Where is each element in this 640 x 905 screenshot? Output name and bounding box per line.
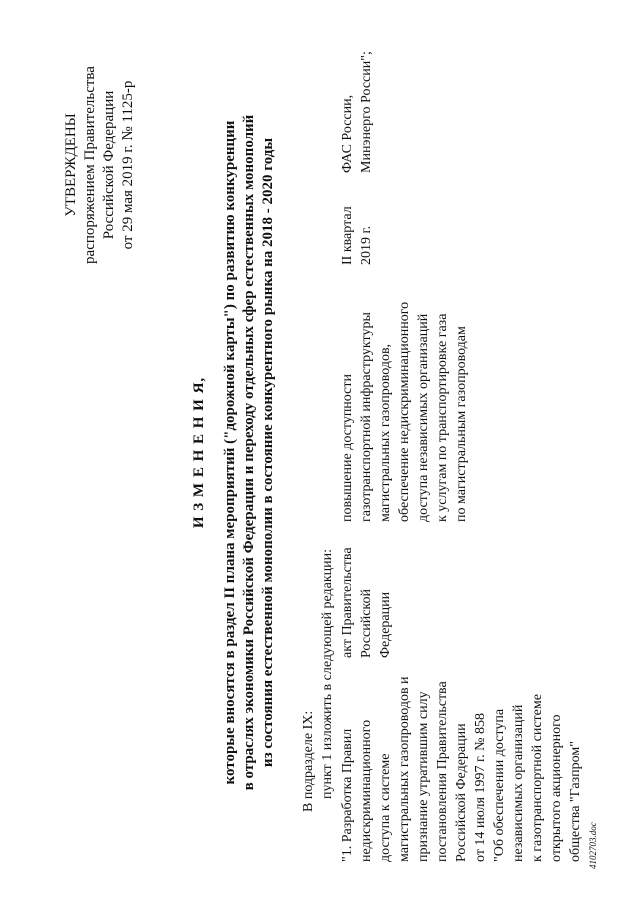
result-line: магистральных газопроводов, — [378, 343, 393, 522]
deadline-line: II квартал — [340, 206, 355, 265]
measure-line: недискриминационного — [359, 719, 374, 862]
measure-line: магистральных газопроводов и — [397, 676, 412, 862]
result-line: по магистральным газопроводам — [454, 326, 469, 522]
title-line-1: которые вносятся в раздел II плана мероприятий ("дорожной карты") по развитию конкуренции — [222, 120, 238, 785]
approval-line-3: от 29 мая 2019 г. № 1125-р — [120, 80, 136, 250]
result-line: обеспечение недискриминационного — [397, 301, 412, 522]
measure-line: общества "Газпром" — [568, 741, 583, 862]
title-line-2: в отраслях экономики Российской Федерации и переходу отдельных сфер естественных монополий — [241, 114, 257, 791]
title-line-3: из состояния естественной монополии в состояние конкурентного рынка на 2018 - 2020 годы — [260, 137, 276, 768]
measure-line: "1. Разработка Правил — [340, 728, 355, 862]
result-line: газотранспортной инфраструктуры — [359, 312, 374, 522]
responsible-line: Минэнерго России"; — [359, 51, 374, 173]
approval-heading: УТВЕРЖДЕНЫ — [63, 113, 79, 217]
column-responsible — [338, 51, 376, 173]
subsection-heading: В подразделе IX: — [301, 710, 316, 812]
column-measure — [338, 676, 585, 862]
measure-line: Российской Федерации — [454, 723, 469, 862]
doc-type-line: Федерации — [378, 591, 393, 658]
result-line: доступа независимых организаций — [416, 313, 431, 522]
result-line: повышение доступности — [340, 374, 355, 522]
doc-type-line: акт Правительства — [340, 547, 355, 658]
measure-line: от 14 июля 1997 г. № 858 — [473, 713, 488, 862]
document-reference: 4102703.doc — [588, 822, 598, 869]
approval-line-1: распоряжением Правительства — [82, 66, 98, 264]
doc-type-line: Российской — [359, 589, 374, 658]
column-document-type — [338, 547, 395, 658]
measure-line: к газотранспортной системе — [530, 694, 545, 862]
document-title: И З М Е Н Е Н И Я, — [191, 376, 207, 529]
column-expected-result — [338, 302, 471, 522]
measure-line: признание утратившим силу — [416, 691, 431, 862]
responsible-line: ФАС России, — [340, 94, 355, 173]
measure-line: независимых организаций — [511, 704, 526, 862]
column-deadline — [338, 206, 376, 265]
measure-line: доступа к системе — [378, 753, 393, 862]
instruction-text: пункт 1 изложить в следующей редакции: — [320, 549, 335, 799]
measure-line: постановления Правительства — [435, 681, 450, 862]
measure-line: открытого акционерного — [549, 714, 564, 862]
approval-line-2: Российской Федерации — [101, 90, 117, 240]
result-line: к услугам по транспортировке газа — [435, 313, 450, 522]
measure-line: "Об обеспечении доступа — [492, 708, 507, 862]
deadline-line: 2019 г. — [359, 225, 374, 265]
